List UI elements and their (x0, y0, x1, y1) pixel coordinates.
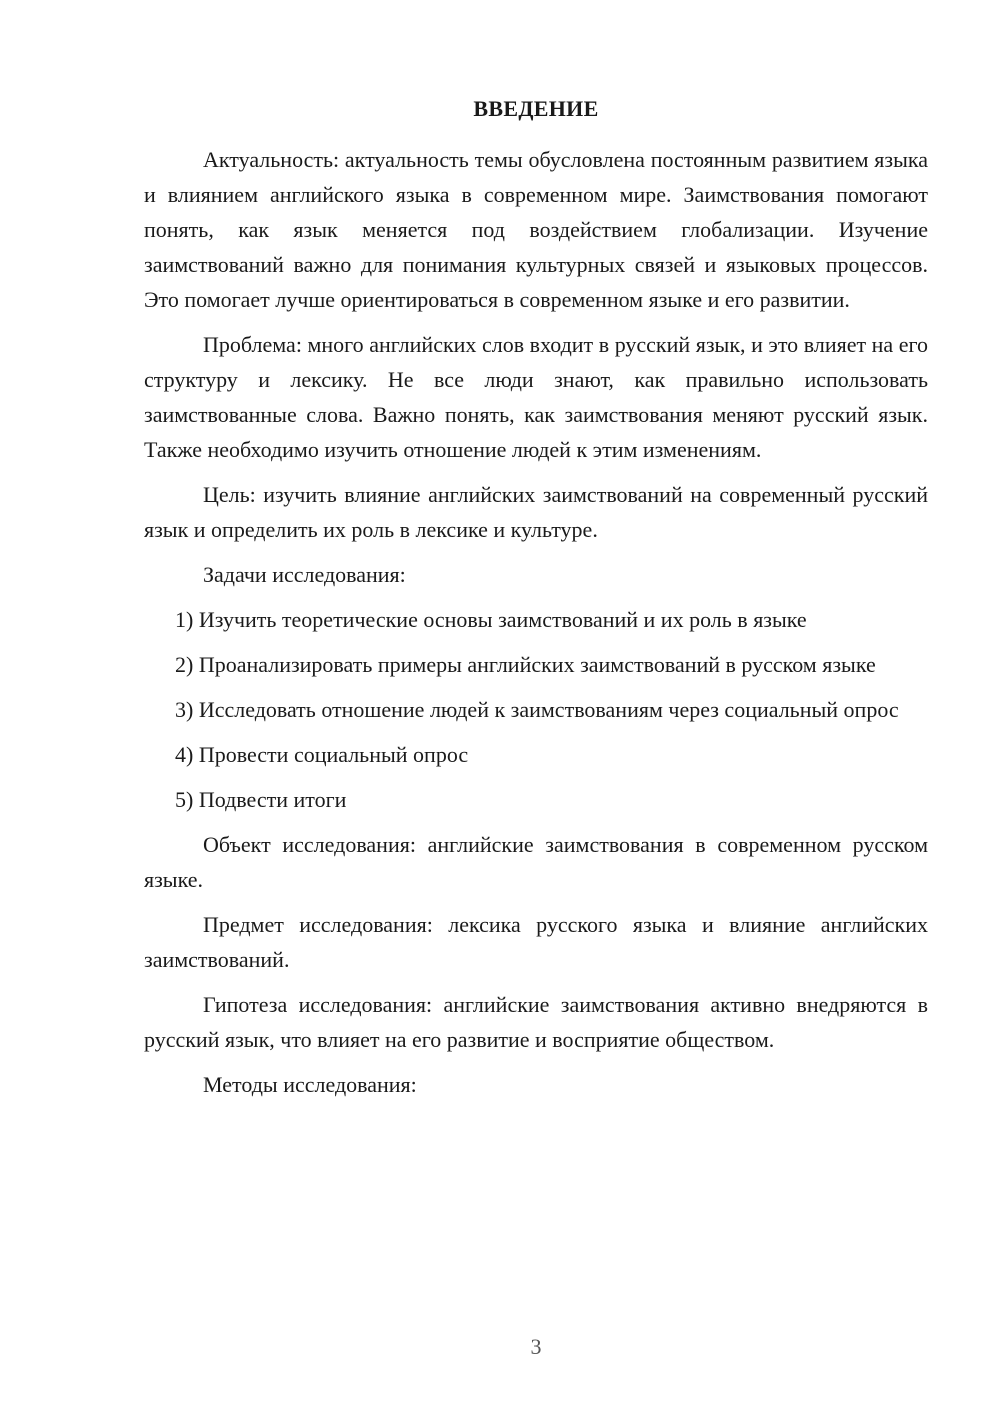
paragraph-object: Объект исследования: английские заимствования в современном русском языке. (144, 832, 928, 892)
page-number: 3 (530, 1334, 542, 1359)
paragraph-problem: Проблема: много английских слов входит в русский язык, и это влияет на его структуру и лексику. Не все люди знают, как правильно использовать заимствованные слова. Важно понять, как заимствования меняют русский язык. Также необходимо изучить отношение людей к этим изменениям. (144, 332, 928, 462)
body-text (144, 142, 928, 1112)
paragraph-relevance: Актуальность: актуальность темы обусловлена постоянным развитием языка и влиянием английского языка в современном мире. Заимствования помогают понять, как язык меняется под воздействием глобализации. Изучение заимствований важно для понимания культурных связей и языковых процессов. Это помогает лучше ориентироваться в современном языке и его развитии. (144, 147, 928, 312)
task-item-2: 2) Проанализировать примеры английских заимствований в русском языке (175, 652, 876, 677)
paragraph-hypothesis: Гипотеза исследования: английские заимствования активно внедряются в русский язык, что влияет на его развитие и восприятие обществом. (144, 992, 928, 1052)
task-item-3: 3) Исследовать отношение людей к заимствованиям через социальный опрос (175, 697, 899, 722)
task-item-5: 5) Подвести итоги (175, 787, 347, 812)
paragraph-methods: Методы исследования: (203, 1072, 417, 1097)
paragraph-goal: Цель: изучить влияние английских заимствований на современный русский язык и определить их роль в лексике и культуре. (144, 482, 928, 542)
paragraph-subject: Предмет исследования: лексика русского языка и влияние английских заимствований. (144, 912, 928, 972)
paragraph-tasks-heading: Задачи исследования: (203, 562, 406, 587)
task-item-1: 1) Изучить теоретические основы заимствований и их роль в языке (175, 607, 807, 632)
page-title: ВВЕДЕНИЕ (473, 96, 599, 121)
task-item-4: 4) Провести социальный опрос (175, 742, 469, 767)
